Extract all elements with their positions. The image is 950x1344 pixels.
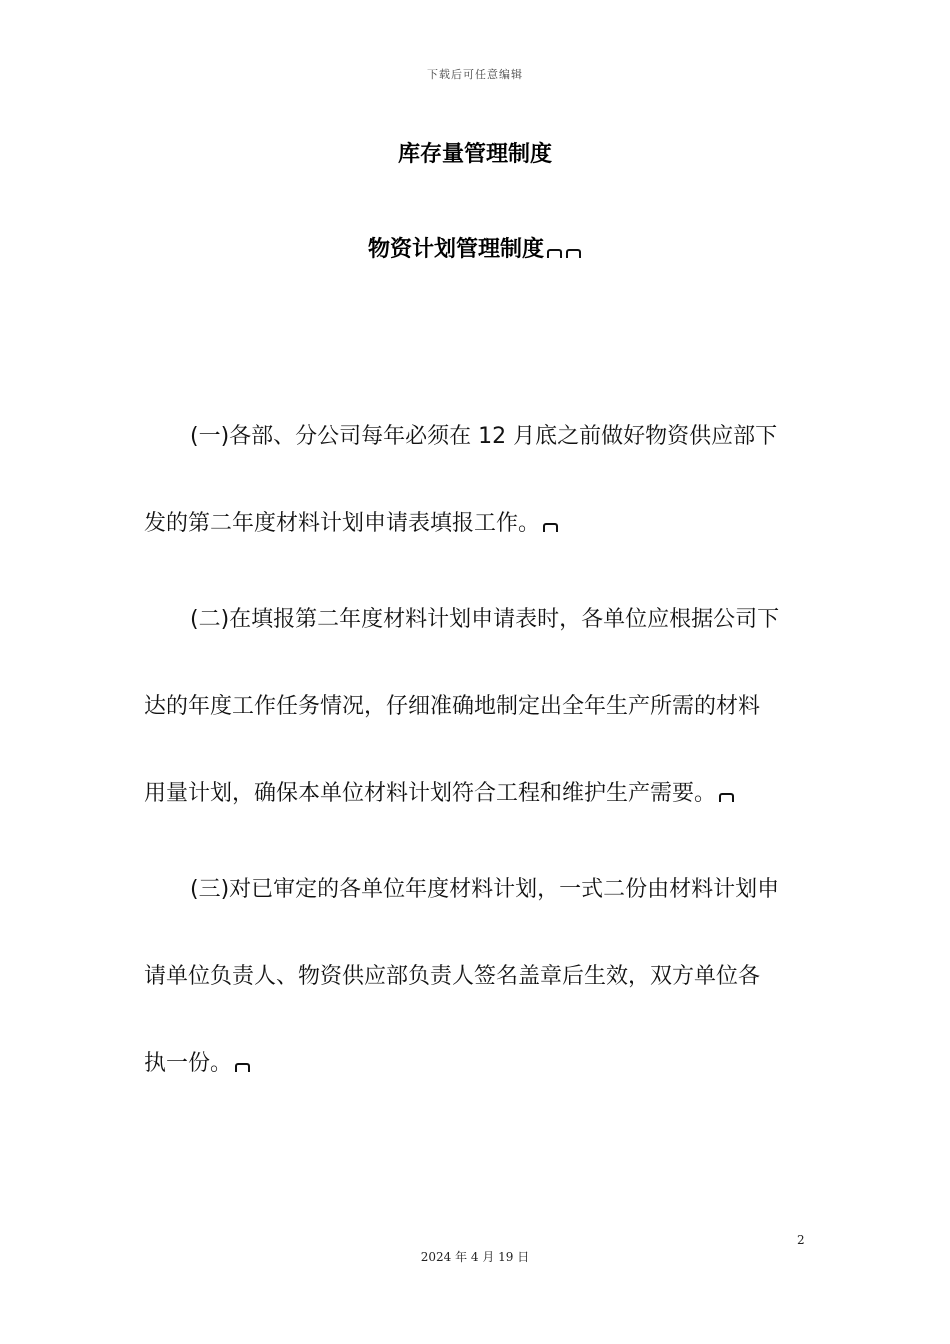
paragraph-line-last	[144, 750, 824, 837]
header-note: 下载后可任意编辑	[427, 68, 523, 81]
paragraph-mark-icon	[546, 248, 563, 258]
paragraph-line: (二)在填报第二年度材料计划申请表时，各单位应根据公司下	[190, 607, 780, 632]
paragraph-line: 达的年度工作任务情况，仔细准确地制定出全年生产所需的材料	[144, 694, 761, 719]
paragraph-mark-icon	[542, 522, 559, 532]
paragraph-mark-icon	[565, 248, 582, 258]
footer-date: 2024 年 4 月 19 日	[420, 1250, 530, 1264]
paragraph-line-last	[144, 480, 824, 567]
paragraph-line-text: 执一份。	[144, 1051, 233, 1076]
document-title-text: 库存量管理制度	[397, 142, 552, 167]
paragraph-line-text: 发的第二年度材料计划申请表填报工作。	[144, 511, 541, 536]
document-subtitle-text: 物资计划管理制度	[367, 237, 544, 262]
paragraph-line: (一)各部、分公司每年必须在 12 月底之前做好物资供应部下	[190, 424, 778, 449]
paragraph-mark-icon	[234, 1062, 251, 1072]
document-title	[0, 137, 950, 168]
paragraph-line-text: 用量计划，确保本单位材料计划符合工程和维护生产需要。	[144, 781, 717, 806]
page-number: 2	[797, 1233, 805, 1247]
paragraph-line-last	[144, 1020, 824, 1107]
paragraph-line: 请单位负责人、物资供应部负责人签名盖章后生效，双方单位各	[144, 964, 761, 989]
paragraph-2	[144, 576, 824, 837]
paragraph-line: (三)对已审定的各单位年度材料计划，一式二份由材料计划申	[190, 877, 780, 902]
document-subtitle	[0, 232, 950, 263]
paragraph-1	[144, 393, 824, 567]
paragraph-3	[144, 846, 824, 1107]
paragraph-mark-icon	[718, 792, 735, 802]
